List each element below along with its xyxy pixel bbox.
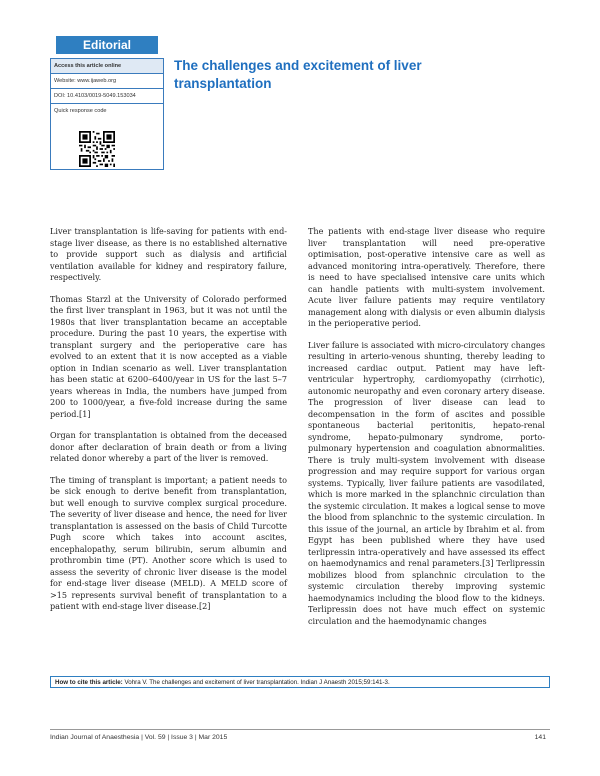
citation-label: How to cite this article:	[55, 679, 123, 686]
article-title: The challenges and excitement of liver transplantation	[174, 58, 422, 91]
website-line[interactable]: Website: www.ijaweb.org	[51, 74, 163, 89]
paragraph: The patients with end-stage liver disease who require liver transplantation will need pre-operative optimisation, post-operative intensive care as well as advanced monitoring intra-operatively. Therefore, there is need to have specialised intensive care units which can handle patients with multi-system involvement. Acute liver failure patients may require ventilatory management along with dialysis or even albumin dialysis in the perioperative period.	[308, 226, 545, 328]
left-column	[50, 226, 287, 623]
journal-info: Indian Journal of Anaesthesia | Vol. 59 | Issue 3 | Mar 2015	[50, 734, 228, 741]
paragraph: Liver failure is associated with micro-circulatory changes resulting in arterio-venous shunting, thereby leading to increased cardiac output. Patient may have left-ventricular hypertrophy, cardiomyopathy (cirrhotic), autonomic neuropathy and even coronary artery disease. The progression of liver disease can lead to decompensation in the form of ascites and possible spontaneous bacterial peritonitis, hepato-renal syndrome, hepato-pulmonary syndrome, porto-pulmonary hypertension and coagulation abnormalities. There is truly multi-system involvement with disease progression and may require support for various organ systems. Typically, liver failure patients are vasodilated, which is more marked in the splanchnic circulation than the systemic circulation. It makes a logical sense to move the blood from splanchnic to the systemic circulation. In this issue of the journal, an article by Ibrahim et al. from Egypt has been published where they have used terlipressin intra-operatively and have assessed its effect on haemodynamics and renal parameters.[3] Terlipressin mobilizes blood from splanchnic circulation to the systemic circulation thereby improving systemic haemodynamics including the blood flow to the kidneys. Terlipressin does not have much effect on systemic circulation and the haemodynamic changes	[308, 339, 545, 626]
page-number: 141	[534, 734, 546, 741]
page-footer	[50, 734, 550, 741]
paragraph: Thomas Starzl at the University of Colorado performed the first liver transplant in 1963, but it was not until the 1980s that liver transplantation became an acceptable procedure. During the past 10 years, the expertise with transplant surgery and the perioperative care has evolved to an extent that it is now accepted as a viable option in Indian scenario as well. Liver transplantation has been static at 6200–6400/year in US for the last 5–7 years whereas in India, the numbers have jumped from 200 to 1000/year, a five-fold increase during the same period.[1]	[50, 293, 287, 419]
paragraph: The timing of transplant is important; a patient needs to be sick enough to derive benefit from transplantation, but well enough to survive complex surgical procedure. The severity of liver disease and hence, the need for liver transplantation is assessed on the basis of Child Turcotte Pugh score which takes into account ascites, encephalopathy, serum bilirubin, serum albumin and prothrombin time (PT). Another score which is used to assess the severity of chronic liver disease is the model for end-stage liver disease (MELD). A MELD score of >15 represents survival benefit of transplantation to a patient with end-stage liver disease.[2]	[50, 474, 287, 611]
paragraph: Liver transplantation is life-saving for patients with end-stage liver disease, as there is no established alternative to provide support such as dialysis and artificial ventilation available for kidney and respiratory failure, respectively.	[50, 226, 287, 282]
section-banner: Editorial	[56, 36, 158, 54]
qr-code-icon	[79, 131, 115, 167]
footer-divider	[50, 729, 550, 730]
qr-label: Quick response code	[54, 108, 107, 114]
right-column	[308, 226, 545, 637]
citation-box	[50, 676, 550, 688]
doi-line[interactable]: DOI: 10.4103/0019-5049.153034	[51, 89, 163, 104]
article-info-box	[50, 58, 164, 170]
paragraph: Organ for transplantation is obtained from the deceased donor after declaration of brain death or from a living related donor whereby a part of the liver is removed.	[50, 430, 287, 463]
access-header: Access this article online	[51, 59, 163, 74]
citation-text: Vohra V. The challenges and excitement of liver transplantation. Indian J Anaesth 2015;59:141-3.	[124, 679, 390, 686]
